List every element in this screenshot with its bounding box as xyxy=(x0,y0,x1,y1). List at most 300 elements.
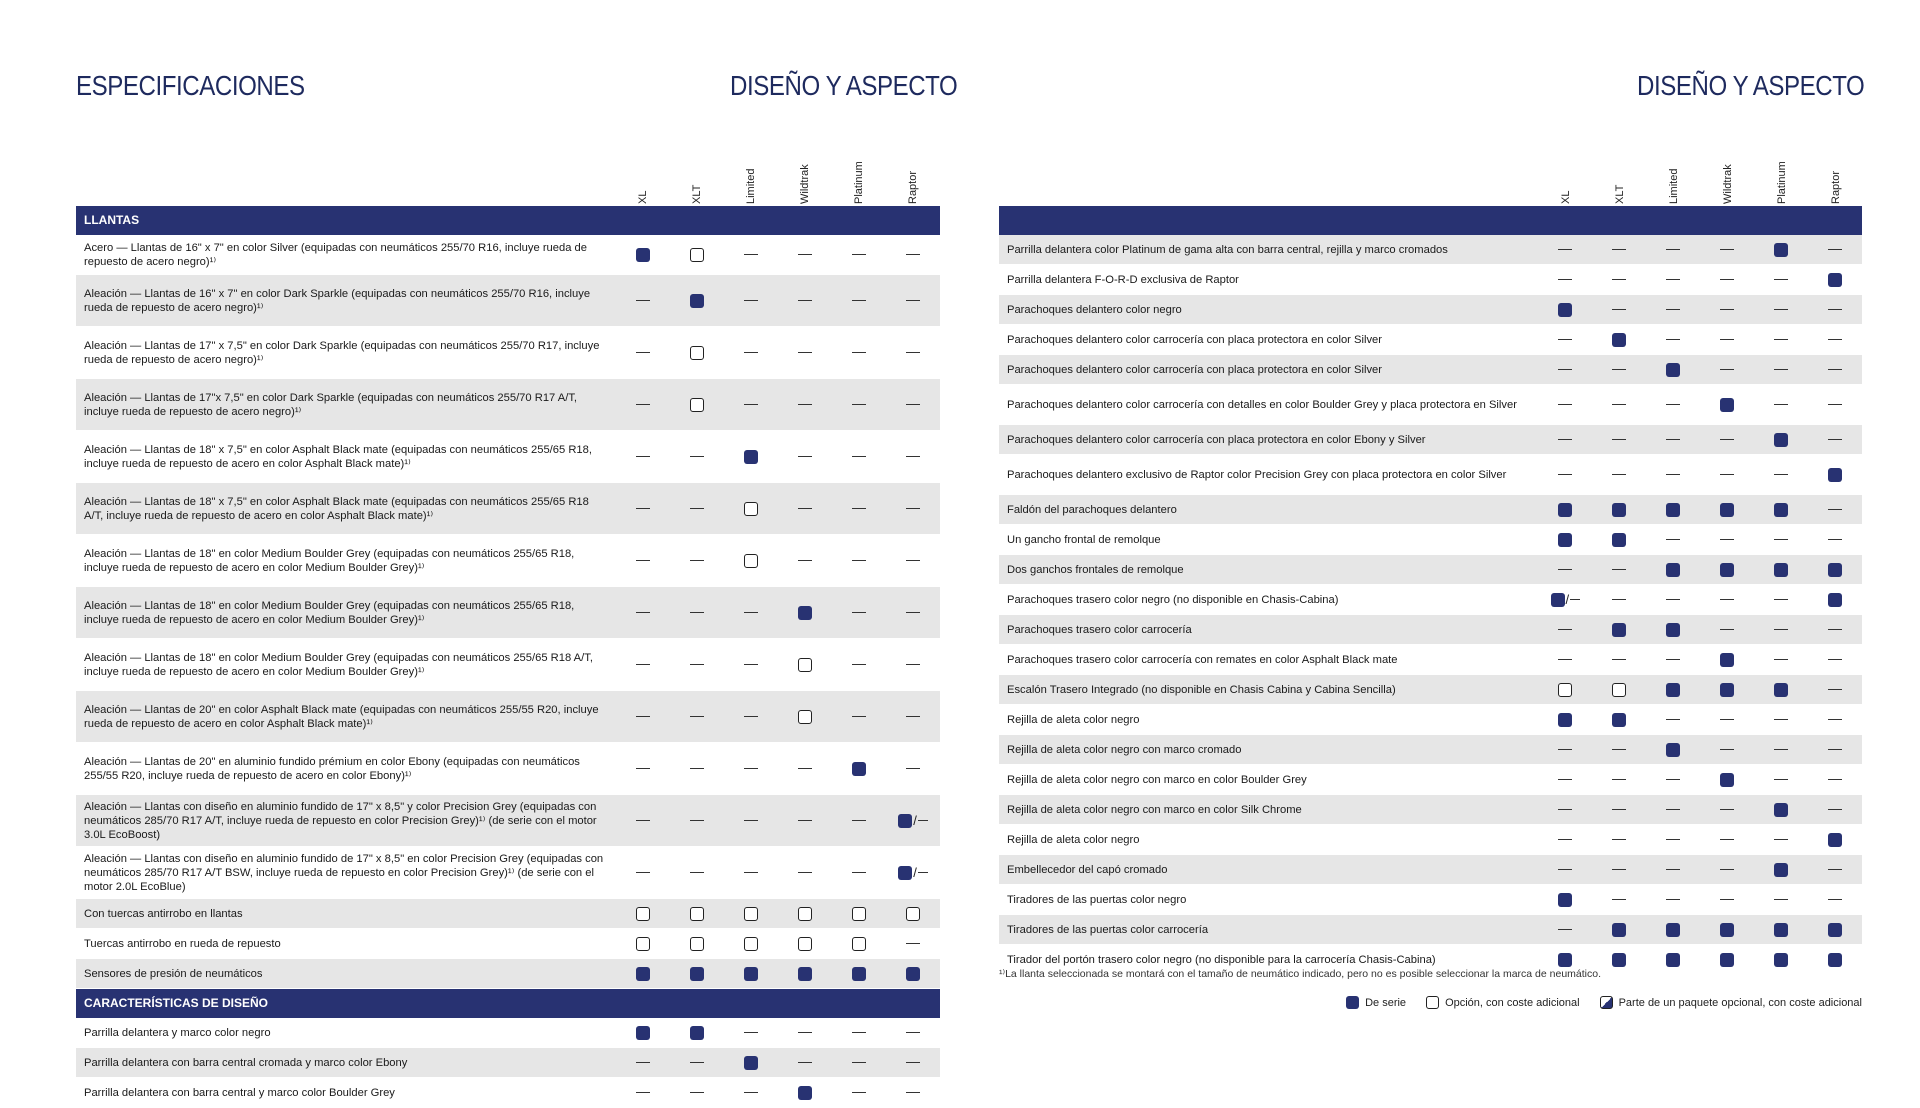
cell-limited xyxy=(724,502,778,516)
cell-limited xyxy=(724,254,778,256)
cell-raptor xyxy=(1808,249,1862,251)
dash-icon xyxy=(1666,404,1680,406)
section-title-diseno-right: DISEÑO Y ASPECTO xyxy=(1636,70,1864,101)
column-header-label: Raptor xyxy=(1830,170,1842,204)
cell-wildtrak xyxy=(1700,398,1754,412)
dash-icon xyxy=(744,612,758,614)
cell-platinum xyxy=(832,872,886,874)
cell-limited xyxy=(1646,779,1700,781)
cell-xl xyxy=(616,768,670,770)
dash-icon xyxy=(798,820,812,822)
table-row xyxy=(999,525,1862,555)
dash-icon xyxy=(1774,279,1788,281)
cell-xlt xyxy=(1592,779,1646,781)
cell-xlt xyxy=(1592,623,1646,637)
row-label: Tiradores de las puertas color carrocería xyxy=(1007,923,1209,936)
dash-icon xyxy=(1828,689,1842,691)
column-header-label: Limited xyxy=(1668,168,1680,204)
cell-raptor xyxy=(886,508,940,510)
cell-limited xyxy=(724,450,778,464)
cell-xl xyxy=(1538,503,1592,517)
cell-xl xyxy=(1538,439,1592,441)
cell-wildtrak xyxy=(778,907,832,921)
filled-square-icon xyxy=(1828,953,1842,967)
dash-icon xyxy=(1828,629,1842,631)
dash-icon xyxy=(1828,719,1842,721)
cell-wildtrak xyxy=(1700,439,1754,441)
cell-raptor xyxy=(1808,833,1862,847)
cell-wildtrak xyxy=(1700,653,1754,667)
filled-square-icon xyxy=(744,967,758,981)
cell-wildtrak xyxy=(778,606,832,620)
spec-table-right xyxy=(999,150,1862,975)
filled-square-icon xyxy=(1828,273,1842,287)
row-label: Rejilla de aleta color negro con marco en color Boulder Grey xyxy=(1007,773,1307,786)
cell-platinum xyxy=(1754,539,1808,541)
section-header: CARACTERÍSTICAS DE DISEÑO xyxy=(76,989,940,1018)
dash-icon xyxy=(1612,899,1626,901)
empty-square-icon xyxy=(1558,683,1572,697)
row-label: Tirador del portón trasero color negro (no disponible para la carrocería Chasis-Cabina) xyxy=(1007,953,1436,966)
cell-platinum xyxy=(832,937,886,951)
row-label: Aleación — Llantas de 18" x 7,5" en color Asphalt Black mate (equipadas con neumáticos 255/65 R18, incluye rueda de repuesto de acero en color Asphalt Black mate)¹⁾ xyxy=(84,443,592,470)
cell-xl xyxy=(1538,629,1592,631)
dash-icon xyxy=(906,352,920,354)
cell-xl xyxy=(616,248,670,262)
cell-xlt xyxy=(1592,279,1646,281)
empty-square-icon xyxy=(798,907,812,921)
cell-platinum xyxy=(832,1032,886,1034)
cell-xlt xyxy=(1592,369,1646,371)
table-row xyxy=(999,235,1862,265)
table-row xyxy=(76,959,940,989)
table-row xyxy=(76,1048,940,1078)
dash-icon xyxy=(1666,809,1680,811)
column-header-label: Raptor xyxy=(907,170,919,204)
cell-xlt xyxy=(1592,809,1646,811)
cell-raptor xyxy=(1808,689,1862,691)
dash-icon xyxy=(918,872,928,874)
table-row xyxy=(999,765,1862,795)
filled-square-icon xyxy=(1666,683,1680,697)
dash-icon xyxy=(1612,569,1626,571)
cell-limited xyxy=(724,768,778,770)
dash-icon xyxy=(1774,659,1788,661)
cell-xl xyxy=(1538,533,1592,547)
dash-icon xyxy=(636,456,650,458)
cell-wildtrak xyxy=(1700,599,1754,601)
cell-raptor xyxy=(886,1032,940,1034)
dash-icon xyxy=(690,456,704,458)
row-label: Un gancho frontal de remolque xyxy=(1007,533,1161,546)
column-header-label: Platinum xyxy=(853,161,865,204)
filled-square-icon xyxy=(1612,533,1626,547)
dash-icon xyxy=(1558,929,1572,931)
dash-icon xyxy=(636,1092,650,1094)
cell-limited xyxy=(724,967,778,981)
dash-icon xyxy=(1720,439,1734,441)
row-label: Parachoques delantero color negro xyxy=(1007,303,1182,316)
cell-raptor xyxy=(1808,369,1862,371)
cell-platinum xyxy=(832,352,886,354)
legend-option xyxy=(1426,996,1580,1009)
cell-limited xyxy=(724,1092,778,1094)
table-row xyxy=(76,1078,940,1108)
filled-square-icon xyxy=(1666,623,1680,637)
row-label: Parachoques delantero color carrocería con placa protectora en color Silver xyxy=(1007,333,1382,346)
footnote: ¹⁾La llanta seleccionada se montará con el tamaño de neumático indicado, pero no es posible seleccionar la marca de neumático. xyxy=(999,968,1602,980)
dash-icon xyxy=(636,820,650,822)
row-label: Aleación — Llantas de 18" en color Medium Boulder Grey (equipadas con neumáticos 255/65 R18 A/T, incluye rueda de repuesto de acero en color Medium Boulder Grey)¹⁾ xyxy=(84,651,593,678)
cell-limited xyxy=(1646,404,1700,406)
table-row xyxy=(999,915,1862,945)
cell-raptor xyxy=(886,943,940,945)
cell-wildtrak xyxy=(1700,719,1754,721)
cell-platinum xyxy=(832,300,886,302)
dash-icon xyxy=(1774,839,1788,841)
cell-xl xyxy=(616,1026,670,1040)
column-header-label: XLT xyxy=(1614,184,1626,204)
dash-icon xyxy=(1720,599,1734,601)
cell-xlt xyxy=(670,346,724,360)
cell-xlt xyxy=(670,612,724,614)
dash-icon xyxy=(906,254,920,256)
cell-platinum xyxy=(1754,404,1808,406)
cell-xl xyxy=(1538,339,1592,341)
dash-icon xyxy=(906,404,920,406)
row-label: Rejilla de aleta color negro xyxy=(1007,833,1140,846)
row-label: Aleación — Llantas de 17"x 7,5" en color Dark Sparkle (equipadas con neumáticos 255/70 R17 A/T, incluye rueda de repuesto de acero negro)¹⁾ xyxy=(84,391,578,418)
cell-xlt xyxy=(1592,923,1646,937)
dash-icon xyxy=(1612,369,1626,371)
cell-xlt xyxy=(670,1062,724,1064)
half-filled-square-icon xyxy=(1600,996,1613,1009)
table-row xyxy=(999,675,1862,705)
cell-xlt xyxy=(670,872,724,874)
dash-icon xyxy=(690,716,704,718)
filled-square-icon xyxy=(1720,683,1734,697)
dash-icon xyxy=(1558,474,1572,476)
cell-limited xyxy=(1646,659,1700,661)
cell-xl xyxy=(616,560,670,562)
cell-raptor xyxy=(886,865,940,880)
empty-square-icon xyxy=(798,937,812,951)
dash-icon xyxy=(1558,279,1572,281)
empty-square-icon xyxy=(906,907,920,921)
cell-xlt xyxy=(670,398,724,412)
dash-icon xyxy=(1828,369,1842,371)
cell-limited xyxy=(724,300,778,302)
dash-icon xyxy=(852,508,866,510)
empty-square-icon xyxy=(690,248,704,262)
row-label: Faldón del parachoques delantero xyxy=(1007,503,1177,516)
dash-icon xyxy=(1774,474,1788,476)
dash-icon xyxy=(1720,869,1734,871)
cell-xl xyxy=(616,907,670,921)
table-row xyxy=(999,705,1862,735)
filled-square-icon xyxy=(1720,398,1734,412)
cell-platinum xyxy=(1754,719,1808,721)
cell-raptor xyxy=(1808,563,1862,577)
cell-raptor xyxy=(886,404,940,406)
row-label: Rejilla de aleta color negro xyxy=(1007,713,1140,726)
cell-xlt xyxy=(1592,869,1646,871)
cell-limited xyxy=(724,554,778,568)
cell-wildtrak xyxy=(778,967,832,981)
dash-icon xyxy=(1828,404,1842,406)
column-header-limited xyxy=(724,148,778,204)
dash-icon xyxy=(636,768,650,770)
cell-wildtrak xyxy=(1700,563,1754,577)
filled-square-icon xyxy=(1558,503,1572,517)
table-row xyxy=(999,385,1862,425)
cell-xl xyxy=(616,456,670,458)
row-label: Aleación — Llantas con diseño en aluminio fundido de 17" x 8,5" en color Precision Grey (equipadas con neumáticos 285/70 R17 A/T BSW, incluye rueda de repuesto en color Precision Grey)¹⁾ (de serie con el motor 2.0L EcoBlue) xyxy=(84,852,604,893)
dash-icon xyxy=(1558,629,1572,631)
row-label: Aleación — Llantas de 18" x 7,5" en color Asphalt Black mate (equipadas con neumáticos 255/65 R18 A/T, incluye rueda de repuesto de acero en color Asphalt Black mate)¹⁾ xyxy=(84,495,589,522)
dash-icon xyxy=(1558,569,1572,571)
dash-icon xyxy=(1558,749,1572,751)
dash-icon xyxy=(1720,629,1734,631)
dash-icon xyxy=(918,820,928,822)
cell-limited xyxy=(724,820,778,822)
cell-raptor xyxy=(1808,468,1862,482)
table-row xyxy=(999,425,1862,455)
cell-wildtrak xyxy=(1700,899,1754,901)
cell-xl xyxy=(616,352,670,354)
cell-xlt xyxy=(1592,569,1646,571)
cell-xlt xyxy=(1592,439,1646,441)
dash-icon xyxy=(1720,474,1734,476)
cell-limited xyxy=(724,352,778,354)
cell-limited xyxy=(1646,719,1700,721)
cell-xlt xyxy=(1592,503,1646,517)
table-row xyxy=(76,795,940,847)
empty-square-icon xyxy=(744,907,758,921)
cell-wildtrak xyxy=(1700,249,1754,251)
cell-xlt xyxy=(670,820,724,822)
cell-platinum xyxy=(1754,839,1808,841)
cell-platinum xyxy=(1754,749,1808,751)
cell-platinum xyxy=(832,456,886,458)
cell-xl xyxy=(616,300,670,302)
filled-square-icon xyxy=(1774,243,1788,257)
cell-xl xyxy=(1538,369,1592,371)
filled-square-icon xyxy=(1828,563,1842,577)
cell-wildtrak xyxy=(1700,629,1754,631)
dash-icon xyxy=(1774,779,1788,781)
cell-raptor xyxy=(886,664,940,666)
row-label: Parachoques trasero color negro (no disponible en Chasis-Cabina) xyxy=(1007,593,1339,606)
dash-icon xyxy=(1666,899,1680,901)
cell-platinum xyxy=(832,1062,886,1064)
dash-icon xyxy=(852,352,866,354)
dash-icon xyxy=(1774,629,1788,631)
cell-xlt xyxy=(1592,474,1646,476)
empty-square-icon xyxy=(1426,996,1439,1009)
cell-xl xyxy=(616,508,670,510)
table-row xyxy=(76,327,940,379)
dash-icon xyxy=(636,560,650,562)
legend xyxy=(1346,996,1862,1009)
cell-raptor xyxy=(1808,809,1862,811)
dash-icon xyxy=(798,872,812,874)
dash-icon xyxy=(1720,339,1734,341)
cell-xlt xyxy=(1592,533,1646,547)
row-label: Parachoques delantero color carrocería con placa protectora en color Ebony y Silver xyxy=(1007,433,1426,446)
cell-xlt xyxy=(1592,599,1646,601)
cell-raptor xyxy=(886,254,940,256)
dash-icon xyxy=(636,404,650,406)
cell-limited xyxy=(1646,953,1700,967)
dash-icon xyxy=(852,872,866,874)
table-row xyxy=(76,275,940,327)
column-header-label: Platinum xyxy=(1776,161,1788,204)
column-header-label: XL xyxy=(1560,190,1572,204)
cell-xl xyxy=(616,1062,670,1064)
cell-limited xyxy=(724,404,778,406)
cell-platinum xyxy=(832,664,886,666)
row-label: Aleación — Llantas de 18" en color Medium Boulder Grey (equipadas con neumáticos 255/65 R18, incluye rueda de repuesto de acero en color Medium Boulder Grey)¹⁾ xyxy=(84,599,575,626)
legend-standard xyxy=(1346,996,1406,1009)
standard-or-na-icon xyxy=(1551,592,1581,607)
filled-square-icon xyxy=(1558,533,1572,547)
cell-platinum xyxy=(832,907,886,921)
dash-icon xyxy=(636,664,650,666)
dash-icon xyxy=(690,1062,704,1064)
dash-icon xyxy=(690,508,704,510)
dash-icon xyxy=(906,1032,920,1034)
cell-wildtrak xyxy=(778,1062,832,1064)
cell-wildtrak xyxy=(778,254,832,256)
row-label: Parachoques delantero color carrocería con detalles en color Boulder Grey y placa protectora en Silver xyxy=(1007,398,1517,411)
cell-platinum xyxy=(1754,243,1808,257)
table-row xyxy=(999,355,1862,385)
standard-or-na-icon xyxy=(898,813,928,828)
filled-square-icon xyxy=(1720,953,1734,967)
dash-icon xyxy=(1720,309,1734,311)
dash-icon xyxy=(744,1032,758,1034)
cell-wildtrak xyxy=(778,560,832,562)
dash-icon xyxy=(1774,369,1788,371)
dash-icon xyxy=(1720,719,1734,721)
dash-icon xyxy=(1570,599,1580,601)
cell-raptor xyxy=(1808,923,1862,937)
dash-icon xyxy=(1612,309,1626,311)
dash-icon xyxy=(1720,249,1734,251)
cell-limited xyxy=(1646,539,1700,541)
cell-platinum xyxy=(1754,433,1808,447)
dash-icon xyxy=(744,404,758,406)
cell-wildtrak xyxy=(778,1086,832,1100)
filled-square-icon xyxy=(1666,503,1680,517)
dash-icon xyxy=(798,352,812,354)
cell-wildtrak xyxy=(1700,279,1754,281)
legend-standard-label: De serie xyxy=(1365,996,1407,1009)
dash-icon xyxy=(1666,474,1680,476)
row-label: Acero — Llantas de 16" x 7" en color Silver (equipadas con neumáticos 255/70 R16, incluye rueda de repuesto de acero negro)¹⁾ xyxy=(84,241,587,268)
table-row xyxy=(999,325,1862,355)
empty-square-icon xyxy=(744,502,758,516)
cell-xlt xyxy=(1592,683,1646,697)
dash-icon xyxy=(1558,809,1572,811)
dash-icon xyxy=(798,768,812,770)
filled-square-icon xyxy=(636,967,650,981)
row-label: Sensores de presión de neumáticos xyxy=(84,967,263,980)
cell-platinum xyxy=(1754,599,1808,601)
dash-icon xyxy=(636,1062,650,1064)
cell-limited xyxy=(1646,309,1700,311)
cell-wildtrak xyxy=(1700,953,1754,967)
dash-icon xyxy=(1720,539,1734,541)
table-row xyxy=(999,795,1862,825)
dash-icon xyxy=(798,560,812,562)
filled-square-icon xyxy=(1774,683,1788,697)
cell-raptor xyxy=(886,560,940,562)
dash-icon xyxy=(1558,439,1572,441)
cell-wildtrak xyxy=(778,937,832,951)
column-header-label: Limited xyxy=(745,168,757,204)
column-headers xyxy=(999,150,1862,206)
filled-square-icon xyxy=(1720,563,1734,577)
table-row xyxy=(999,615,1862,645)
dash-icon xyxy=(906,768,920,770)
column-header-raptor xyxy=(1809,148,1863,204)
cell-raptor xyxy=(1808,509,1862,511)
dash-icon xyxy=(1666,869,1680,871)
cell-raptor xyxy=(1808,629,1862,631)
table-row xyxy=(76,639,940,691)
dash-icon xyxy=(690,820,704,822)
cell-wildtrak xyxy=(1700,683,1754,697)
cell-xl xyxy=(1538,592,1592,607)
dash-icon xyxy=(1612,474,1626,476)
dash-icon xyxy=(744,768,758,770)
table-row xyxy=(76,535,940,587)
empty-square-icon xyxy=(636,937,650,951)
row-label: Parrilla delantera color Platinum de gama alta con barra central, rejilla y marco cromados xyxy=(1007,243,1448,256)
dash-icon xyxy=(906,456,920,458)
empty-square-icon xyxy=(744,937,758,951)
dash-icon xyxy=(1720,899,1734,901)
cell-xl xyxy=(1538,809,1592,811)
dash-icon xyxy=(852,254,866,256)
cell-limited xyxy=(724,937,778,951)
cell-raptor xyxy=(886,352,940,354)
empty-square-icon xyxy=(636,907,650,921)
dash-icon xyxy=(690,560,704,562)
filled-square-icon xyxy=(1666,923,1680,937)
dash-icon xyxy=(744,300,758,302)
dash-icon xyxy=(1666,249,1680,251)
filled-square-icon xyxy=(690,1026,704,1040)
cell-limited xyxy=(724,612,778,614)
dash-icon xyxy=(852,664,866,666)
section-header: LLANTAS xyxy=(76,206,940,235)
cell-wildtrak xyxy=(778,1032,832,1034)
dash-icon xyxy=(906,1062,920,1064)
slash-icon: / xyxy=(1565,592,1570,607)
dash-icon xyxy=(1558,839,1572,841)
cell-xl xyxy=(1538,279,1592,281)
row-label: Parachoques trasero color carrocería con remates en color Asphalt Black mate xyxy=(1007,653,1398,666)
dash-icon xyxy=(1774,309,1788,311)
filled-square-icon xyxy=(852,967,866,981)
dash-icon xyxy=(1558,779,1572,781)
dash-icon xyxy=(1666,339,1680,341)
table-row xyxy=(76,483,940,535)
dash-icon xyxy=(1666,539,1680,541)
